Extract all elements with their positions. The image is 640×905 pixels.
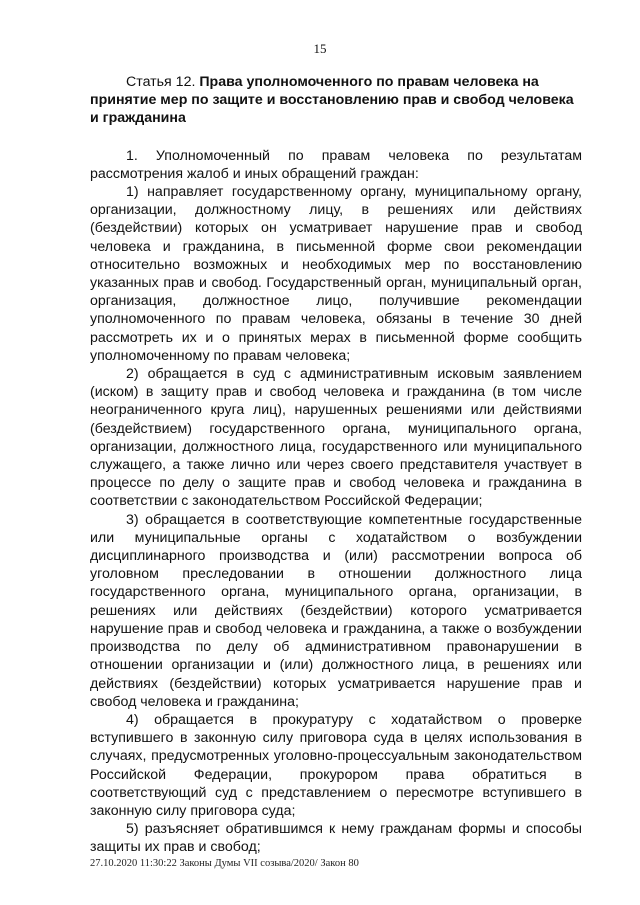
paragraph-item-1: 1) направляет государственному органу, муниципальному органу, организации, должностному лицу, в решениях или действиях (бездействии) которых он усматривает нарушение прав и свобод человека и гражданина, в письменной форме свои рекомендации относительно возможных и необходимых мер по восстановлению указанных прав и свобод. Государственный орган, муниципальный орган, организация, должностное лицо, получившие рекомендации уполномоченного по правам человека, обязаны в течение 30 дней рассмотреть их и о принятых мерах в письменной форме сообщить уполномоченному по правам человека; xyxy=(90,184,582,364)
paragraph-item-5: 5) разъясняет обратившимся к нему гражданам формы и способы защиты их прав и свобод; xyxy=(90,821,582,856)
article-title: Права уполномоченного по правам человека на принятие мер по защите и восстановлению прав и свобод человека и гражданина xyxy=(90,74,574,127)
paragraph-intro: 1. Уполномоченный по правам человека по результатам рассмотрения жалоб и иных обращений граждан: xyxy=(90,147,582,182)
paragraph-item-3: 3) обращается в соответствующие компетентные государственные или муниципальные органы с ходатайством о возбуждении дисциплинарного производства и (или) рассмотрении вопроса об уголовном преследовании в отношении должностного лица государственного органа, муниципального органа, организации, в решениях или действиях (бездействии) которого усматривается нарушение прав и свобод человека и гражданина, а также о возбуждении производства по делу об административном правонарушении в отношении организации и (или) должностного лица, в решениях или действиях (бездействии) которых усматривается нарушение прав и свобод человека и гражданина; xyxy=(90,511,582,710)
page-number: 15 xyxy=(313,41,327,56)
article-label: Статья 12. xyxy=(126,74,196,90)
paragraph-item-4: 4) обращается в прокуратуру с ходатайством о проверке вступившего в законную силу приговора суда в целях использования в случаях, предусмотренных уголовно-процессуальным законодательством Российской Федерации, прокурором права обратиться в соответствующий суд с представлением о пересмотре вступившего в законную силу приговора суда; xyxy=(90,711,582,819)
paragraph-item-2: 2) обращается в суд с административным исковым заявлением (иском) в защиту прав и свобод человека и гражданина (в том числе неограниченного круга лиц), нарушенных решениями или действиями (бездействием) государственного органа, муниципального органа, организации, должностного лица, государственного или муниципального служащего, а также лично или через своего представителя участвует в процессе по делу о защите прав и свобод человека и гражданина в соответствии с законодательством Российской Федерации; xyxy=(90,366,582,510)
document-footer: 27.10.2020 11:30:22 Законы Думы VII созыва/2020/ Закон 80 xyxy=(90,858,359,869)
article-heading xyxy=(90,73,582,128)
article-body xyxy=(90,73,582,857)
